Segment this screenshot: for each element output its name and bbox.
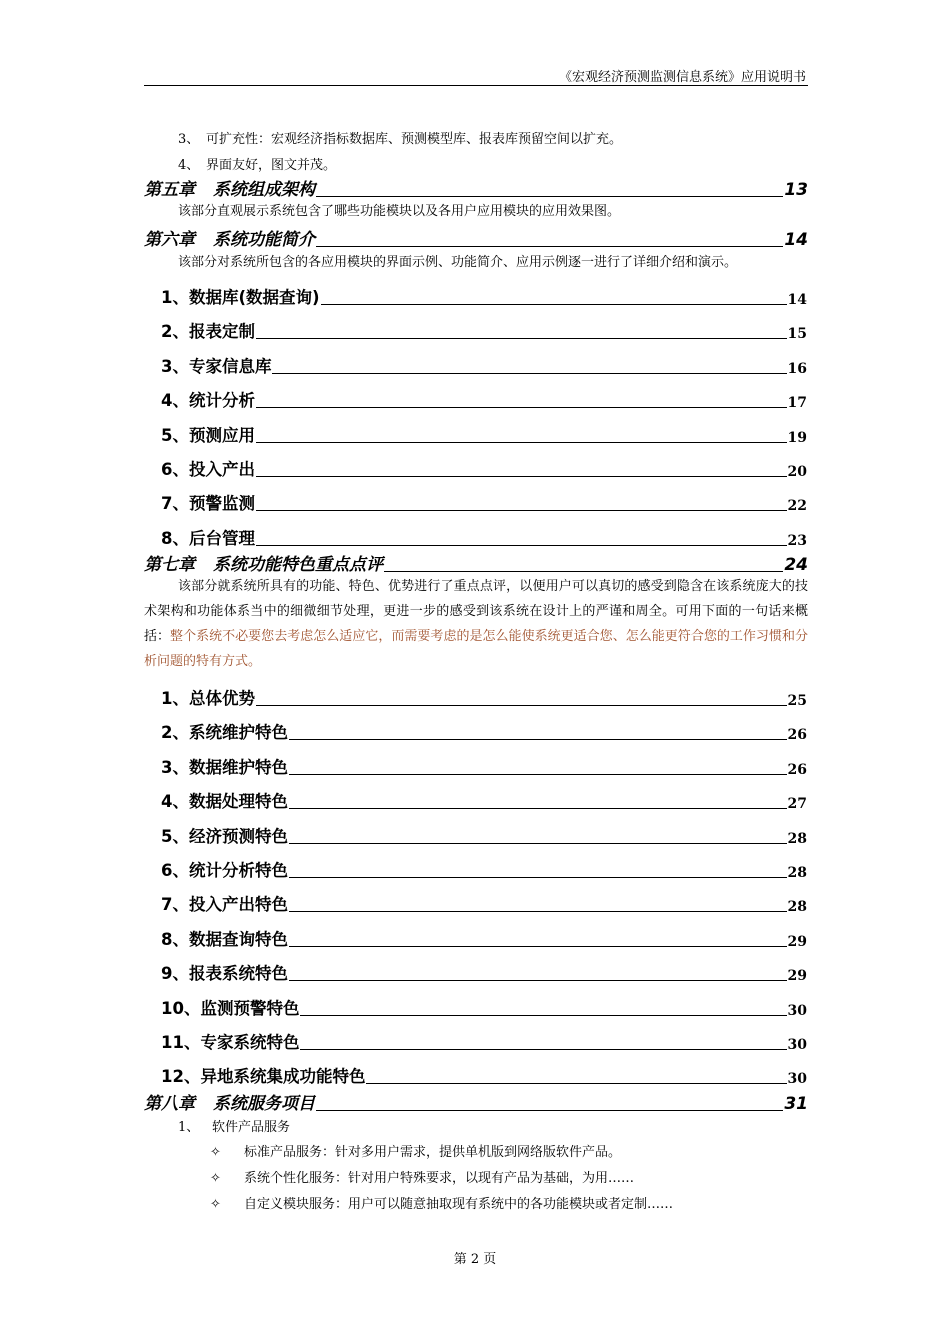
section-title: 9、报表系统特色	[161, 964, 288, 984]
toc-leader-line	[316, 196, 783, 197]
chapter-label: 第七章	[144, 555, 195, 575]
section-title: 11、专家系统特色	[161, 1033, 300, 1052]
service-bullet	[210, 1193, 673, 1212]
chapter-title: 系统组成架构	[213, 180, 315, 200]
section-title: 4、统计分析	[161, 391, 255, 411]
section-title: 12、异地系统集成功能特色	[161, 1067, 366, 1087]
section-page-number: 25	[787, 693, 807, 709]
toc-leader-line	[289, 843, 787, 844]
section-title: 1、总体优势	[161, 689, 255, 708]
section-title: 3、专家信息库	[161, 356, 272, 376]
item-text: 可扩充性：宏观经济指标数据库、预测模型库、报表库预留空间以扩充。	[206, 132, 623, 147]
section-page-number: 17	[787, 395, 807, 412]
toc-leader-line	[316, 1110, 783, 1111]
toc-leader-line	[256, 407, 787, 408]
section-page-number: 14	[787, 292, 807, 308]
toc-section-entry[interactable]	[161, 286, 807, 308]
section-page-number: 26	[787, 761, 807, 778]
toc-leader-line	[289, 808, 787, 809]
intro-item	[178, 154, 336, 173]
toc-section-entry[interactable]	[161, 527, 807, 549]
toc-leader-line	[272, 373, 786, 374]
toc-section-entry[interactable]	[161, 893, 807, 915]
toc-section-entry[interactable]	[161, 1031, 807, 1053]
toc-leader-line	[300, 1015, 786, 1016]
chapter-label: 第五章	[144, 180, 195, 200]
section-page-number: 15	[787, 326, 807, 343]
toc-section-entry[interactable]	[161, 790, 807, 812]
item-text: 软件产品服务	[212, 1120, 291, 1135]
section-page-number: 22	[787, 498, 807, 515]
chapter-title: 系统功能简介	[213, 230, 315, 250]
bullet-text: 标准产品服务：针对多用户需求，提供单机版到网络版软件产品。	[244, 1145, 622, 1160]
chapter-title: 系统服务项目	[213, 1094, 315, 1114]
toc-leader-line	[289, 911, 787, 912]
section-title: 7、投入产出特色	[161, 895, 288, 915]
toc-leader-line	[256, 510, 787, 511]
chapter-description: 该部分对系统所包含的各应用模块的界面示例、功能简介、应用示例逐一进行了详细介绍和演示。	[178, 255, 738, 270]
toc-leader-line	[289, 980, 787, 981]
toc-leader-line	[316, 246, 783, 247]
highlighted-quote: 整个系统不必要您去考虑怎么适应它，而需要考虑的是怎么能使系统更适合您、怎么能更符合您的工作习惯和分析问题的特有方式。	[144, 629, 808, 669]
chapter-page-number: 24	[784, 555, 808, 575]
section-page-number: 29	[787, 968, 807, 985]
chapter-page-number: 13	[784, 180, 808, 200]
toc-section-entry[interactable]	[161, 355, 807, 377]
toc-section-entry[interactable]	[161, 424, 807, 446]
toc-leader-line	[289, 877, 787, 878]
section-title: 4、数据处理特色	[161, 792, 288, 812]
bullet-text: 系统个性化服务：针对用户特殊要求，以现有产品为基础，为用……	[244, 1171, 635, 1186]
toc-leader-line	[289, 774, 787, 775]
page-footer: 第 2 页	[453, 1252, 497, 1267]
toc-section-entry[interactable]	[161, 458, 807, 480]
toc-leader-line	[384, 571, 783, 572]
toc-section-entry[interactable]	[161, 320, 807, 342]
toc-section-entry[interactable]	[161, 962, 807, 984]
section-page-number: 26	[787, 727, 807, 744]
chapter-description: 该部分直观展示系统包含了哪些功能模块以及各用户应用模块的应用效果图。	[178, 204, 621, 219]
service-bullet	[210, 1141, 621, 1160]
diamond-bullet-icon: ✧	[210, 1171, 221, 1186]
toc-leader-line	[256, 338, 787, 339]
section-title: 1、数据库(数据查询)	[161, 288, 320, 307]
toc-chapter-6[interactable]	[144, 226, 808, 250]
toc-chapter-8[interactable]	[144, 1090, 808, 1114]
section-title: 7、预警监测	[161, 494, 255, 514]
section-title: 5、预测应用	[161, 425, 255, 445]
toc-chapter-5[interactable]	[144, 176, 808, 200]
toc-section-entry[interactable]	[161, 721, 807, 743]
toc-section-entry[interactable]	[161, 492, 807, 514]
section-title: 6、统计分析特色	[161, 861, 288, 880]
section-page-number: 19	[787, 429, 807, 446]
toc-leader-line	[256, 442, 787, 443]
service-subitem	[178, 1116, 290, 1135]
toc-leader-line	[256, 545, 787, 546]
header-rule	[144, 85, 808, 86]
item-text: 界面友好，图文并茂。	[206, 158, 337, 173]
toc-section-entry[interactable]	[161, 997, 807, 1019]
item-number: 1、	[178, 1120, 200, 1135]
item-number: 3、	[178, 132, 200, 147]
toc-section-entry[interactable]	[161, 859, 807, 881]
toc-section-entry[interactable]	[161, 687, 807, 709]
diamond-bullet-icon: ✧	[210, 1197, 221, 1212]
toc-leader-line	[321, 304, 787, 305]
section-title: 6、投入产出	[161, 460, 255, 479]
section-page-number: 28	[787, 899, 807, 916]
section-page-number: 28	[787, 830, 807, 847]
section-title: 2、报表定制	[161, 322, 255, 342]
chapter-title: 系统功能特色重点点评	[213, 555, 383, 575]
section-title: 8、数据查询特色	[161, 929, 288, 949]
item-number: 4、	[178, 158, 200, 173]
section-title: 10、监测预警特色	[161, 998, 300, 1018]
chapter-label: 第八章	[144, 1094, 195, 1114]
section-page-number: 23	[787, 532, 807, 549]
bullet-text: 自定义模块服务：用户可以随意抽取现有系统中的各功能模块或者定制……	[244, 1197, 674, 1212]
section-page-number: 30	[787, 1037, 807, 1053]
section-page-number: 28	[787, 865, 807, 881]
toc-section-entry[interactable]	[161, 1065, 807, 1087]
chapter-description	[144, 574, 808, 674]
section-page-number: 27	[787, 796, 807, 813]
toc-leader-line	[300, 1049, 786, 1050]
toc-chapter-7[interactable]	[144, 551, 808, 575]
running-header: 《宏观经济预测监测信息系统》应用说明书	[558, 70, 806, 85]
section-title: 5、经济预测特色	[161, 826, 288, 846]
section-page-number: 30	[787, 1002, 807, 1019]
description-text: 该部分就系统所具有的功能、特色、优势进行了重点点评，以便用户可以真切的感受到隐含在该系统庞大的技术架构和功能体系当中的细微细节处理，更进一步的感受到该系统在设计上的严谨和周全。可用下面的一句话来概括：	[144, 579, 808, 644]
section-title: 3、数据维护特色	[161, 757, 288, 777]
section-page-number: 29	[787, 933, 807, 950]
toc-section-entry[interactable]	[161, 825, 807, 847]
toc-leader-line	[256, 705, 787, 706]
toc-section-entry[interactable]	[161, 756, 807, 778]
section-page-number: 16	[787, 360, 807, 377]
section-title: 8、后台管理	[161, 528, 255, 548]
chapter-page-number: 14	[784, 230, 808, 250]
toc-section-entry[interactable]	[161, 389, 807, 411]
section-page-number: 20	[787, 464, 807, 480]
toc-section-entry[interactable]	[161, 928, 807, 950]
toc-leader-line	[366, 1083, 786, 1084]
section-page-number: 30	[787, 1071, 807, 1088]
diamond-bullet-icon: ✧	[210, 1145, 221, 1160]
toc-leader-line	[289, 739, 787, 740]
chapter-page-number: 31	[784, 1094, 808, 1114]
section-title: 2、系统维护特色	[161, 723, 288, 743]
toc-leader-line	[289, 946, 787, 947]
chapter-label: 第六章	[144, 230, 195, 250]
toc-leader-line	[256, 476, 787, 477]
service-bullet	[210, 1167, 634, 1186]
intro-item	[178, 128, 622, 147]
